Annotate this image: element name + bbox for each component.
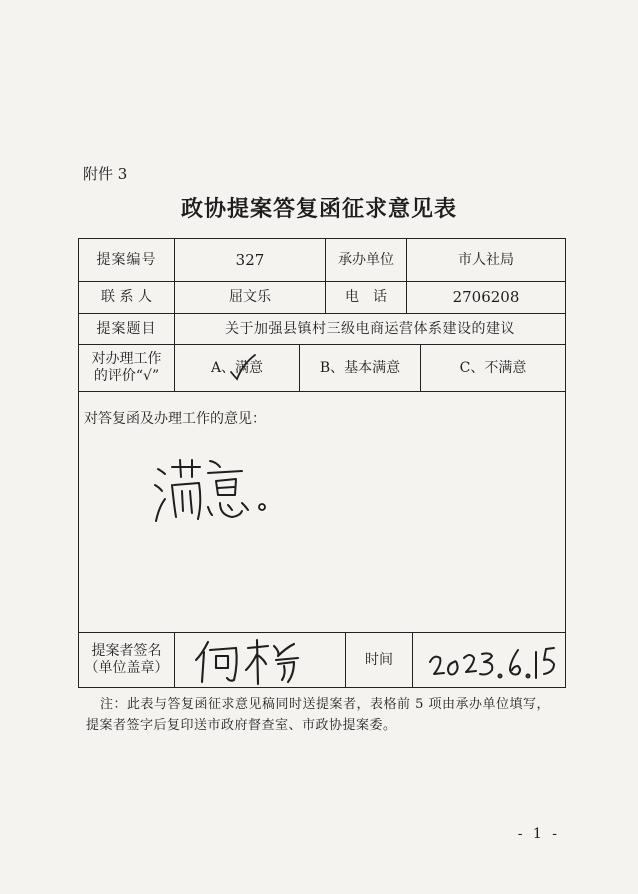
proposal-topic-value: 关于加强县镇村三级电商运营体系建设的建议 [225, 320, 515, 337]
contact-person-value: 屈文乐 [229, 289, 271, 305]
evaluation-label-line1: 对办理工作 [91, 351, 162, 367]
signature-label-line2: （单位盖章） [84, 660, 169, 676]
handwritten-date [428, 640, 558, 684]
attachment-label: 附件 3 [83, 165, 128, 183]
footnote: 注：此表与答复函征求意见稿同时送提案者，表格前 5 项由承办单位填写，提案者签字后复印送市政府督查室、市政协提案委。 [86, 697, 551, 733]
signature-label-line1: 提案者签名 [91, 643, 162, 659]
page-number: - 1 - [517, 826, 560, 842]
proposal-number-label: 提案编号 [96, 251, 157, 268]
evaluation-label-line2: 的评价“√” [93, 368, 160, 384]
handwritten-signature [190, 638, 310, 686]
proposal-topic-label: 提案题目 [96, 320, 157, 337]
evaluation-label [79, 345, 174, 391]
column-divider [174, 632, 175, 688]
option-unsatisfied[interactable]: C、不满意 [459, 359, 527, 376]
check-mark-icon [228, 352, 258, 382]
handling-unit-value: 市人社局 [458, 251, 514, 268]
contact-person-label: 联 系 人 [101, 289, 152, 305]
signature-label [79, 633, 174, 687]
column-divider [412, 632, 413, 688]
option-basically-satisfied[interactable]: B、基本满意 [319, 359, 401, 376]
form-title: 政协提案答复函征求意见表 [180, 196, 457, 222]
handwritten-date-strokes [428, 640, 558, 684]
handling-unit-label: 承办单位 [338, 251, 394, 268]
handwritten-opinion [150, 455, 270, 525]
phone-label: 电 话 [345, 289, 387, 305]
opinion-label: 对答复函及办理工作的意见： [84, 411, 266, 427]
time-label: 时间 [365, 651, 393, 668]
option-satisfied[interactable]: A、满意 [210, 359, 264, 376]
proposal-number-value: 327 [235, 250, 265, 269]
row-divider [78, 391, 566, 392]
handwritten-opinion-strokes [150, 455, 270, 525]
handwritten-signature-strokes [190, 638, 310, 686]
phone-value: 2706208 [452, 288, 520, 306]
